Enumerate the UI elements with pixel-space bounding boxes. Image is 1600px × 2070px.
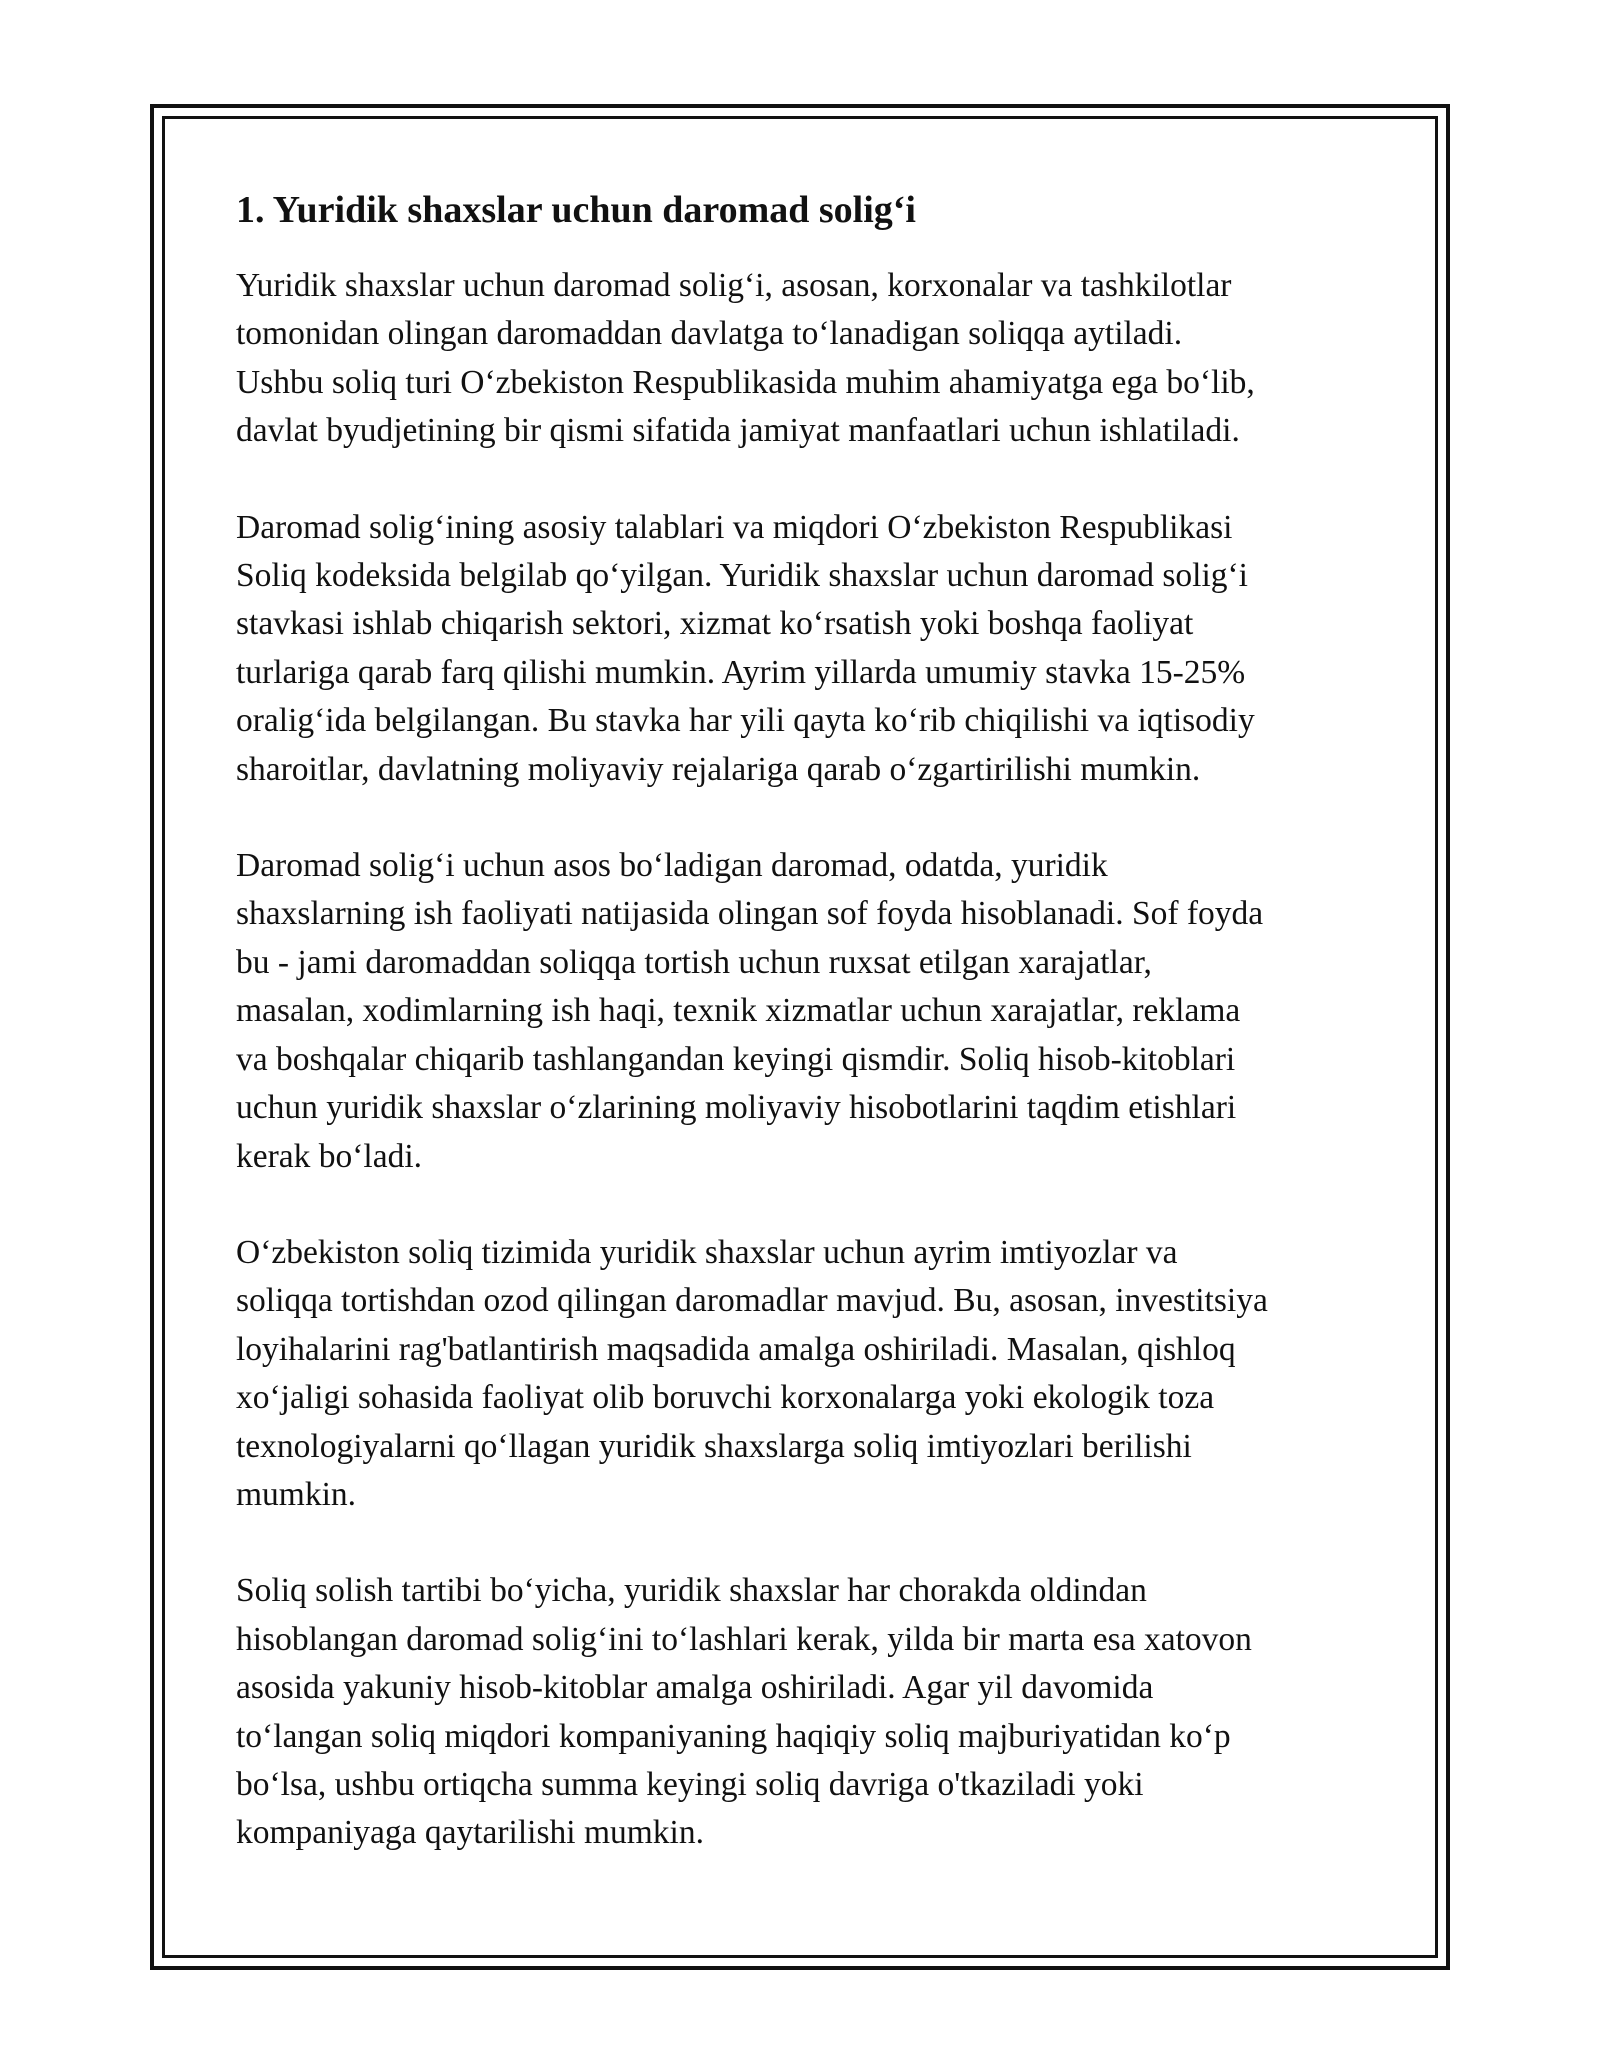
paragraph-line: stavkasi ishlab chiqarish sektori, xizmat ko‘rsatish yoki boshqa faoliyat [236,605,1194,643]
paragraph-line: bu - jami daromaddan soliqqa tortish uchun ruxsat etilgan xarajatlar, [236,943,1152,981]
paragraph-line: mumkin. [236,1475,357,1513]
paragraph-line: texnologiyalarni qo‘llagan yuridik shaxslarga soliq imtiyozlari berilishi [236,1427,1192,1465]
paragraph-3 [236,842,1386,1181]
document-body [236,186,1386,1858]
paragraph-list [236,262,1386,1858]
paragraph-line: uchun yuridik shaxslar o‘zlarining moliyaviy hisobotlarini taqdim etishlari [236,1089,1237,1127]
paragraph-line: masalan, xodimlarning ish haqi, texnik xizmatlar uchun xarajatlar, reklama [236,992,1241,1030]
paragraph-line: bo‘lsa, ushbu ortiqcha summa keyingi soliq davriga o'tkaziladi yoki [236,1765,1144,1803]
paragraph-1 [236,262,1386,456]
paragraph-line: hisoblangan daromad solig‘ini to‘lashlari kerak, yilda bir marta esa xatovon [236,1620,1252,1658]
paragraph-line: to‘langan soliq miqdori kompaniyaning haqiqiy soliq majburiyatidan ko‘p [236,1717,1231,1755]
paragraph-line: va boshqalar chiqarib tashlangandan keyingi qismdir. Soliq hisob-kitoblari [236,1040,1236,1078]
paragraph-line: xo‘jaligi sohasida faoliyat olib boruvchi korxonalarga yoki ekologik toza [236,1379,1215,1417]
paragraph-line: Soliq kodeksida belgilab qo‘yilgan. Yuridik shaxslar uchun daromad solig‘i [236,557,1248,595]
paragraph-2 [236,504,1386,794]
paragraph-4 [236,1229,1386,1519]
paragraph-line: turlariga qarab farq qilishi mumkin. Ayrim yillarda umumiy stavka 15-25% [236,653,1246,691]
paragraph-line: soliqqa tortishdan ozod qilingan daromadlar mavjud. Bu, asosan, investitsiya [236,1282,1268,1320]
section-heading: 1. Yuridik shaxslar uchun daromad solig‘i [236,189,916,231]
paragraph-line: kerak bo‘ladi. [236,1137,423,1175]
paragraph-line: davlat byudjetining bir qismi sifatida jamiyat manfaatlari uchun ishlatiladi. [236,412,1240,450]
paragraph-line: kompaniyaga qaytarilishi mumkin. [236,1814,704,1852]
paragraph-line: shaxslarning ish faoliyati natijasida olingan sof foyda hisoblanadi. Sof foyda [236,895,1264,933]
paragraph-line: Yuridik shaxslar uchun daromad solig‘i, asosan, korxonalar va tashkilotlar [236,267,1232,304]
paragraph-5 [236,1567,1386,1857]
paragraph-line: loyihalarini rag'batlantirish maqsadida amalga oshiriladi. Masalan, qishloq [236,1330,1236,1368]
paragraph-line: Daromad solig‘ining asosiy talablari va miqdori O‘zbekiston Respublikasi [236,508,1233,546]
paragraph-line: asosida yakuniy hisob-kitoblar amalga oshiriladi. Agar yil davomida [236,1669,1154,1707]
paragraph-line: sharoitlar, davlatning moliyaviy rejalariga qarab o‘zgartirilishi mumkin. [236,750,1201,788]
paragraph-line: Daromad solig‘i uchun asos bo‘ladigan daromad, odatda, yuridik [236,847,1108,885]
paragraph-line: Soliq solish tartibi bo‘yicha, yuridik shaxslar har chorakda oldindan [236,1572,1147,1610]
paragraph-line: oralig‘ida belgilangan. Bu stavka har yili qayta ko‘rib chiqilishi va iqtisodiy [236,702,1255,740]
paragraph-line: O‘zbekiston soliq tizimida yuridik shaxslar uchun ayrim imtiyozlar va [236,1233,1178,1271]
paragraph-line: tomonidan olingan daromaddan davlatga to‘lanadigan soliqqa aytiladi. [236,315,1183,353]
paragraph-line: Ushbu soliq turi O‘zbekiston Respublikasida muhim ahamiyatga ega bo‘lib, [236,363,1255,401]
